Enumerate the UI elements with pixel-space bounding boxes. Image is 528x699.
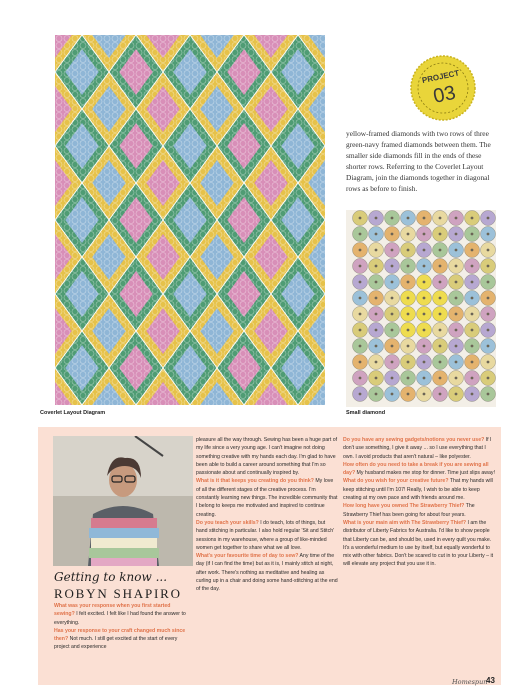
- yoyo-centre: [407, 217, 410, 220]
- yoyo-centre: [407, 377, 410, 380]
- yoyo-centre: [423, 233, 426, 236]
- answer: Not much. I still get excited at the start of every project and experience: [54, 636, 178, 651]
- yoyo-centre: [423, 329, 426, 332]
- yoyo-centre: [407, 233, 410, 236]
- yoyo-centre: [487, 345, 490, 348]
- photo-caption: Small diamond: [346, 410, 386, 416]
- yoyo-centre: [423, 345, 426, 348]
- yoyo-centre: [455, 329, 458, 332]
- yoyo-centre: [423, 313, 426, 316]
- answer: I do teach, lots of things, but hand stitching in particular. I also hold regular 'Sit and Stitch' sessions in my warehouse, where a group of like-minded women get together to share what we all love.: [196, 519, 335, 551]
- yoyo-centre: [471, 281, 474, 284]
- yoyo-centre: [439, 233, 442, 236]
- yoyo-centre: [487, 377, 490, 380]
- yoyo-centre: [391, 281, 394, 284]
- yoyo-centre: [375, 281, 378, 284]
- yoyo-centre: [375, 393, 378, 396]
- yoyo-centre: [407, 393, 410, 396]
- diagram-caption: Coverlet Layout Diagram: [40, 410, 106, 416]
- yoyo-centre: [391, 217, 394, 220]
- yoyo-centre: [487, 361, 490, 364]
- yoyo-centre: [439, 217, 442, 220]
- badge-number: 03: [431, 81, 458, 108]
- yoyo-centre: [455, 377, 458, 380]
- yoyo-centre: [439, 281, 442, 284]
- yoyo-centre: [375, 233, 378, 236]
- interview-column-2: [196, 436, 338, 594]
- answer: Any time of the day (if I can find the time) but as it is, I mainly stitch at night, after work. There's nothing as meditative and healing as curling up in a chair and doing some hand-stitching at the end of the day.: [196, 553, 338, 593]
- yoyo-centre: [471, 297, 474, 300]
- yoyo-centre: [359, 233, 362, 236]
- yoyo-centre: [423, 377, 426, 380]
- yoyo-centre: [439, 265, 442, 268]
- yoyo-centre: [423, 265, 426, 268]
- yoyo-centre: [455, 297, 458, 300]
- yoyo-centre: [375, 361, 378, 364]
- yoyo-centre: [407, 361, 410, 364]
- yoyo-centre: [471, 265, 474, 268]
- project-badge: [410, 55, 476, 121]
- yoyo-centre: [375, 265, 378, 268]
- yoyo-centre: [455, 233, 458, 236]
- answer: pleasure all the way through. Sewing has been a huge part of my life since a very young age. I can't imagine not doing something creative with my hands each day. I'm glad to have been able to build a career around something that I'm so passionate about and continually inspired by.: [196, 437, 338, 477]
- yoyo-centre: [455, 265, 458, 268]
- yoyo-centre: [391, 313, 394, 316]
- yoyo-centre: [471, 249, 474, 252]
- answer: I felt excited. I felt like I had found the answer to everything.: [54, 611, 186, 626]
- yoyo-centre: [359, 217, 362, 220]
- yoyo-centre: [471, 377, 474, 380]
- yoyo-centre: [423, 361, 426, 364]
- yoyo-centre: [471, 361, 474, 364]
- answer: My love of all the different stages of the creative process. I'm constantly learning new things. The incredible community that I belong to keeps me motivated and inspired to continue creating.: [196, 478, 338, 518]
- yoyo-centre: [455, 313, 458, 316]
- question: Has your response to your craft changed much since then?: [54, 627, 186, 643]
- yoyo-centre: [359, 345, 362, 348]
- question: How often do you need to take a break if you are sewing all day?: [343, 461, 489, 477]
- yoyo-centre: [439, 393, 442, 396]
- yoyo-centre: [471, 233, 474, 236]
- yoyo-centre: [487, 217, 490, 220]
- yoyo-centre: [455, 361, 458, 364]
- answer: The Strawberry Thief has been going for about four years.: [343, 503, 475, 518]
- question: How long have you owned The Strawberry Thief?: [343, 503, 465, 510]
- yoyo-centre: [391, 249, 394, 252]
- yoyo-centre: [375, 345, 378, 348]
- yoyo-centre: [487, 281, 490, 284]
- yoyo-centre: [487, 297, 490, 300]
- intro-paragraph: yellow-framed diamonds with two rows of three green-navy framed diamonds between them. The smaller side diamonds fill in the ends of these shorter rows. Referring to the Coverlet Layout Diagram, join the diamonds together in diagonal rows as before to finish.: [346, 129, 491, 193]
- yoyo-centre: [391, 377, 394, 380]
- yoyo-centre: [407, 249, 410, 252]
- yoyo-centre: [375, 297, 378, 300]
- profile-heading: Getting to know ...: [54, 570, 168, 584]
- yoyo-centre: [391, 393, 394, 396]
- question: What is your main aim with The Strawberry Thief?: [343, 519, 467, 526]
- yoyo-centre: [487, 393, 490, 396]
- yoyo-centre: [375, 329, 378, 332]
- yoyo-centre: [359, 281, 362, 284]
- yoyo-centre: [359, 265, 362, 268]
- yoyo-centre: [407, 329, 410, 332]
- yoyo-centre: [407, 265, 410, 268]
- yoyo-centre: [407, 297, 410, 300]
- yoyo-centre: [423, 297, 426, 300]
- yoyo-centre: [471, 329, 474, 332]
- yoyo-centre: [423, 393, 426, 396]
- yoyo-centre: [487, 249, 490, 252]
- yoyo-centre: [359, 313, 362, 316]
- yoyo-centre: [471, 393, 474, 396]
- yoyo-centre: [423, 249, 426, 252]
- yoyo-centre: [455, 281, 458, 284]
- question: What do you wish for your creative future?: [343, 478, 449, 485]
- yoyo-centre: [391, 233, 394, 236]
- yoyo-centre: [375, 217, 378, 220]
- yoyo-centre: [359, 377, 362, 380]
- yoyo-centre: [471, 345, 474, 348]
- yoyo-centre: [439, 329, 442, 332]
- yoyo-centre: [487, 313, 490, 316]
- yoyo-centre: [439, 377, 442, 380]
- answer: I am the distributor of Liberty Fabrics for Australia. I'd like to show people that Liberty can be, and should be, used in every quilt you make. It's a wonderful medium to use by itself, but equally wonderful to mix with other fabrics. Don't be scared to cut in to your Liberty – it will elevate any project that you use it in.: [343, 519, 494, 568]
- page-number: 43: [486, 676, 495, 685]
- yoyo-centre: [439, 297, 442, 300]
- yoyo-centre: [375, 249, 378, 252]
- small-diamond-photo: [346, 210, 496, 407]
- yoyo-centre: [439, 361, 442, 364]
- question: Do you teach your skills?: [196, 519, 259, 526]
- interview-column-1: [54, 602, 192, 652]
- yoyo-centre: [487, 265, 490, 268]
- question: Do you have any sewing gadgets/notions you never use?: [343, 437, 485, 443]
- yoyo-centre: [391, 265, 394, 268]
- yoyo-centre: [487, 329, 490, 332]
- yoyo-centre: [391, 345, 394, 348]
- yoyo-centre: [439, 249, 442, 252]
- question: What was your response when you first started sewing?: [54, 603, 171, 618]
- yoyo-centre: [359, 393, 362, 396]
- yoyo-centre: [423, 281, 426, 284]
- yoyo-centre: [391, 361, 394, 364]
- question: What is it that keeps you creating do you think?: [196, 478, 314, 485]
- question: What's your favourite time of day to sew?: [196, 553, 299, 560]
- yoyo-centre: [455, 345, 458, 348]
- yoyo-centre: [391, 329, 394, 332]
- yoyo-centre: [455, 249, 458, 252]
- answer: That my hands will keep stitching until I'm 107! Really, I wish to be able to keep creating at my own pace and with friends around me.: [343, 478, 493, 502]
- yoyo-centre: [407, 345, 410, 348]
- yoyo-centre: [423, 217, 426, 220]
- yoyo-centre: [439, 313, 442, 316]
- yoyo-centre: [487, 233, 490, 236]
- yoyo-centre: [455, 393, 458, 396]
- portrait-photo: [53, 436, 193, 566]
- yoyo-centre: [375, 313, 378, 316]
- profile-name: ROBYN SHAPIRO: [54, 586, 182, 601]
- yoyo-centre: [471, 217, 474, 220]
- coverlet-layout-diagram: [55, 35, 325, 405]
- yoyo-centre: [391, 297, 394, 300]
- yoyo-centre: [359, 329, 362, 332]
- interview-column-3: [343, 436, 495, 569]
- yoyo-centre: [471, 313, 474, 316]
- yoyo-centre: [455, 217, 458, 220]
- yoyo-centre: [359, 297, 362, 300]
- yoyo-centre: [359, 361, 362, 364]
- yoyo-centre: [407, 313, 410, 316]
- yoyo-centre: [359, 249, 362, 252]
- yoyo-centre: [439, 345, 442, 348]
- magazine-brand: Homespun: [452, 678, 488, 686]
- answer: My husband makes me stop for dinner. Time just slips away!: [355, 470, 495, 477]
- answer: If I don't use something, I give it away ... so I use everything that I own. I avoid products that aren't natural – like polyester.: [343, 437, 492, 460]
- yoyo-centre: [375, 377, 378, 380]
- yoyo-centre: [407, 281, 410, 284]
- badge-label: PROJECT: [421, 68, 461, 86]
